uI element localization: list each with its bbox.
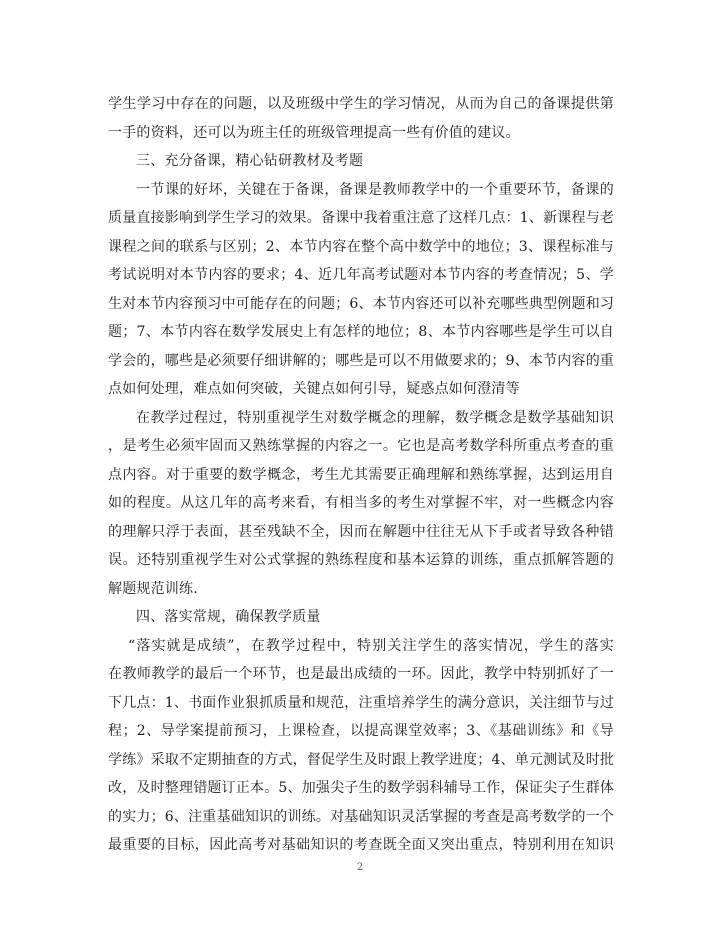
page-number: 2 bbox=[356, 862, 364, 873]
text-line: 题；7、本节内容在数学发展史上有怎样的地位；8、本节内容哪些是学生可以自 bbox=[108, 324, 614, 340]
text-line: 学生学习中存在的问题，以及班级中学生的学习情况，从而为自己的备课提供第 bbox=[108, 96, 614, 112]
text-line: 学会的，哪些是必须要仔细讲解的；哪些是可以不用做要求的；9、本节内容的重 bbox=[108, 352, 615, 369]
text-line: 在教师教学的最后一个环节，也是最出成绩的一环。因此，教学中特别抓好了一 bbox=[108, 666, 614, 682]
text-line: 最重要的目标，因此高考对基础知识的考查既全面又突出重点，特别利用在知识 bbox=[108, 837, 614, 853]
section-heading: 三、充分备课，精心钻研教材及考题 bbox=[136, 153, 364, 169]
document-body bbox=[108, 90, 614, 860]
text-line: ，是考生必须牢固而又熟练掌握的内容之一。它也是高考数学科所重点考查的重 bbox=[108, 438, 614, 454]
text-line: “落实就是成绩”，在教学过程中，特别关注学生的落实情况，学生的落实 bbox=[128, 637, 614, 654]
text-line: 如的程度。从这几年的高考来看，有相当多的考生对掌握不牢，对一些概念内容 bbox=[108, 495, 614, 511]
text-line: 课程之间的联系与区别；2、本节内容在整个高中数学中的地位；3、课程标准与 bbox=[108, 238, 614, 255]
text-line: 点如何处理，难点如何突破，关键点如何引导，疑惑点如何澄清等 bbox=[108, 381, 520, 397]
text-line: 生对本节内容预习中可能存在的问题；6、本节内容还可以补充哪些典型例题和习 bbox=[108, 295, 615, 312]
text-line: 下几点：1、书面作业狠抓质量和规范，注重培养学生的满分意识，关注细节与过 bbox=[108, 694, 615, 711]
text-line: 学练》采取不定期抽查的方式，督促学生及时跟上教学进度；4、单元测试及时批 bbox=[108, 751, 615, 768]
text-line: 考试说明对本节内容的要求；4、近几年高考试题对本节内容的考查情况；5、学 bbox=[108, 267, 614, 283]
text-line: 点内容。对于重要的数学概念，考生尤其需要正确理解和熟练掌握，达到运用自 bbox=[108, 466, 614, 483]
text-line: 在教学过程过，特别重视学生对数学概念的理解，数学概念是数学基础知识 bbox=[136, 409, 614, 426]
text-line: 程；2、导学案提前预习，上课检查，以提高课堂效率；3、《基础训练》和《导 bbox=[108, 723, 614, 739]
text-line: 的理解只浮于表面，甚至残缺不全，因而在解题中往往无从下手或者导致各种错 bbox=[108, 523, 614, 540]
text-line: 质量直接影响到学生学习的效果。备课中我着重注意了这样几点：1、新课程与老 bbox=[108, 210, 615, 226]
text-line: 一节课的好坏，关键在于备课，备课是教师教学中的一个重要环节，备课的 bbox=[136, 181, 614, 198]
text-line: 解题规范训练. bbox=[108, 580, 198, 597]
text-line: 误。还特别重视学生对公式掌握的熟练程度和基本运算的训练，重点抓解答题的 bbox=[108, 552, 614, 568]
section-heading: 四、落实常规，确保教学质量 bbox=[136, 609, 321, 625]
text-line: 的实力；6、注重基础知识的训练。对基础知识灵活掌握的考查是高考数学的一个 bbox=[108, 808, 615, 825]
text-line: 一手的资料，还可以为班主任的班级管理提高一些有价值的建议。 bbox=[108, 124, 520, 141]
text-line: 改，及时整理错题订正本。5、加强尖子生的数学弱科辅导工作，保证尖子生群体 bbox=[108, 780, 615, 796]
